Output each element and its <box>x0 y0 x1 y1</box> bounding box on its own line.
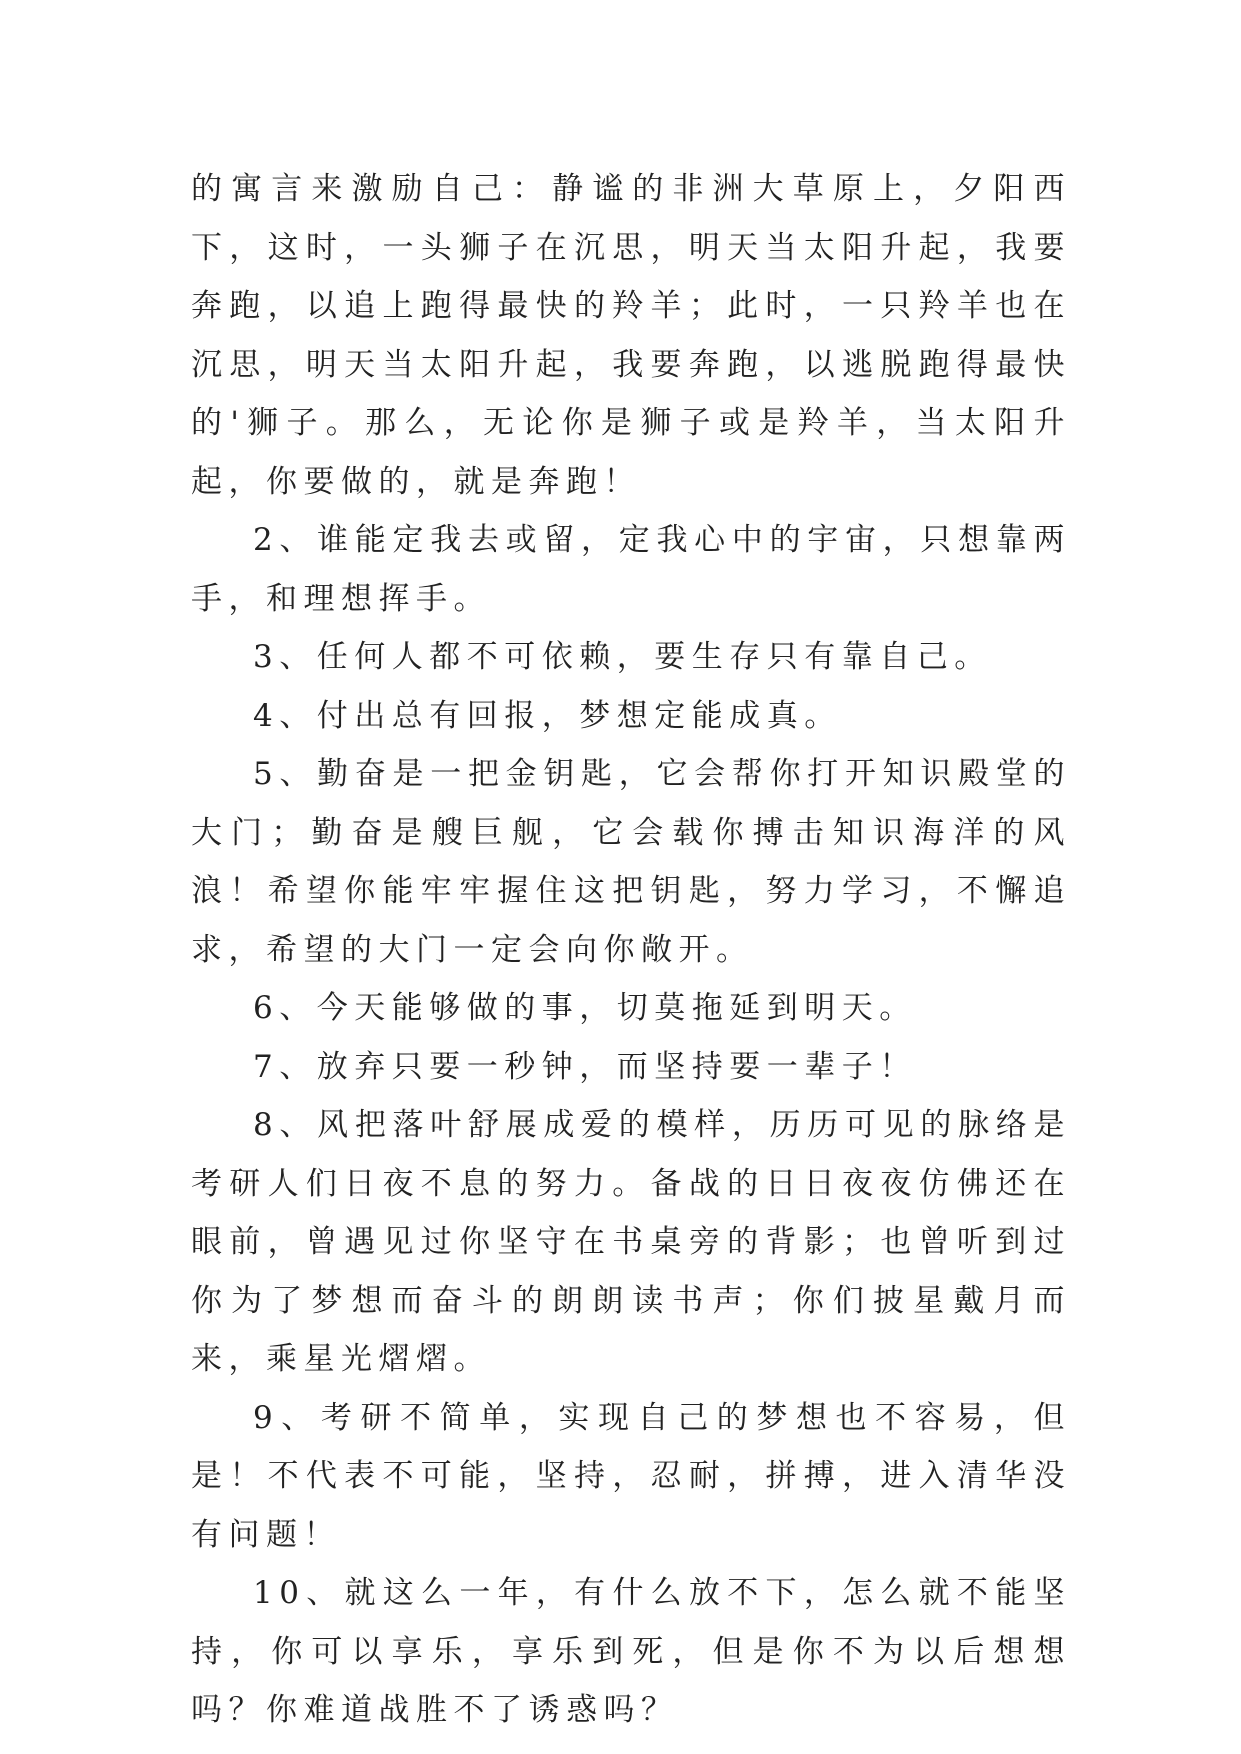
paragraph-item-5: 5、勤奋是一把金钥匙，它会帮你打开知识殿堂的大门；勤奋是艘巨舰，它会载你搏击知识海洋的风浪！希望你能牢牢握住这把钥匙，努力学习，不懈追求，希望的大门一定会向你敞开。 <box>191 756 1071 968</box>
paragraph-item-4: 4、付出总有回报，梦想定能成真。 <box>253 697 842 734</box>
paragraph-continued-fable: 的寓言来激励自己：静谧的非洲大草原上，夕阳西下，这时，一头狮子在沉思，明天当太阳升起，我要奔跑，以追上跑得最快的羚羊；此时，一只羚羊也在沉思，明天当太阳升起，我要奔跑，以逃脱跑得最快的'狮子。那么，无论你是狮子或是羚羊，当太阳升起，你要做的，就是奔跑！ <box>191 171 1071 500</box>
paragraph-item-3: 3、任何人都不可依赖，要生存只有靠自己。 <box>253 639 992 675</box>
paragraph-item-7: 7、放弃只要一秒钟，而坚持要一辈子！ <box>253 1048 917 1085</box>
paragraph-item-9: 9、考研不简单，实现自己的梦想也不容易，但是！不代表不可能，坚持，忍耐，拼搏，进入清华没有问题！ <box>191 1399 1071 1553</box>
document-body <box>191 160 1071 1740</box>
paragraph-item-10: 10、就这么一年，有什么放不下，怎么就不能坚持，你可以享乐，享乐到死，但是你不为以后想想吗？你难道战胜不了诱惑吗？ <box>191 1575 1071 1728</box>
paragraph-item-2: 2、谁能定我去或留，定我心中的宇宙，只想靠两手，和理想挥手。 <box>191 522 1071 617</box>
paragraph-item-8: 8、风把落叶舒展成爱的模样，历历可见的脉络是考研人们日夜不息的努力。备战的日日夜夜仿佛还在眼前，曾遇见过你坚守在书桌旁的背影；也曾听到过你为了梦想而奋斗的朗朗读书声；你们披星戴月而来，乘星光熠熠。 <box>191 1107 1071 1377</box>
paragraph-item-6: 6、今天能够做的事，切莫拖延到明天。 <box>253 990 917 1026</box>
